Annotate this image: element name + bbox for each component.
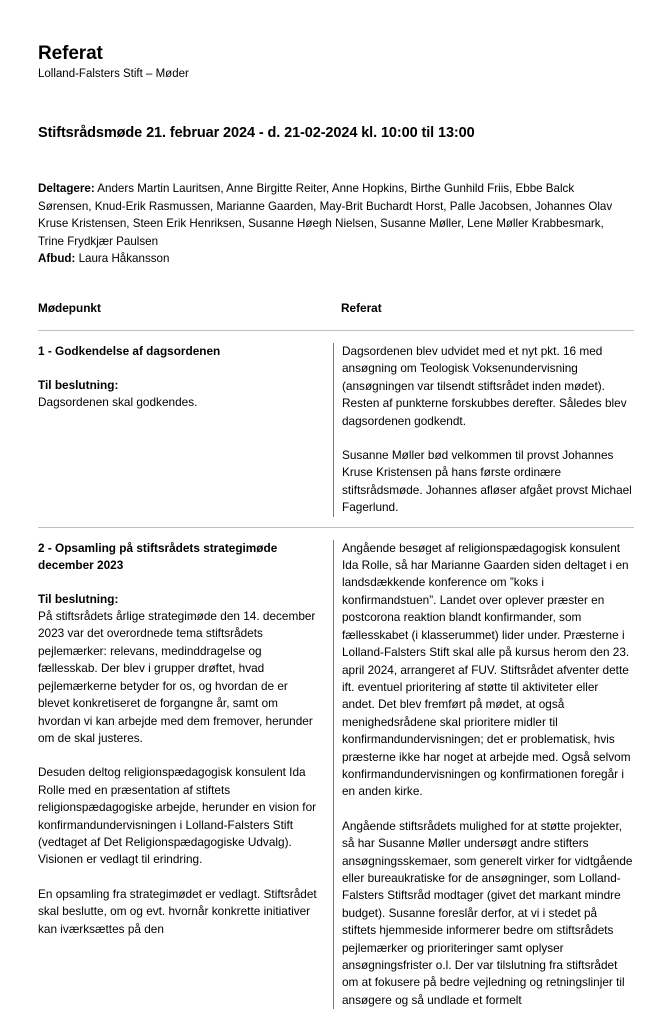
agenda-item-title: 1 - Godkendelse af dagsordenen [38, 344, 221, 358]
minutes-cell [333, 343, 634, 517]
absent-line [38, 250, 623, 268]
agenda-cell [38, 343, 333, 412]
minutes-paragraph: Angående besøget af religionspædagogisk konsulent Ida Rolle, så har Marianne Gaarden siden deltaget i en landsdækkende konference om ”koks i konfirmandstuen”. Landet over oplever præster en postcorona reaktion blandt konfirmander, som fællesskabet (i klasserummet) lider under. Præsterne i Lolland-Falsters Stift skal alle på kursus herom den 23. april 2024, arrangeret af FUV. Stiftsrådet afventer dette ift. eventuel prioritering af støtte til aktiviteter eller andet. Det blev fremført på mødet, at også menighedsrådene skal prioritere midler til konfirmandundervisningen; det er problematisk, hvis præsterne ikke har noget at arbejde med. Også selvom konfirmandundervisningen og konfirmationen foregår i en anden kirke. [342, 540, 631, 799]
agenda-item-subheading: Til beslutning: [38, 378, 119, 392]
agenda-item-text: En opsamling fra strategimødet er vedlagt. Stiftsrådet skal beslutte, om og evt. hvornår konkrette initiativer kan iværksættes på den [38, 886, 317, 936]
participants-label: Deltagere: [38, 182, 95, 195]
minutes-table [38, 300, 634, 1019]
document-header [38, 38, 634, 82]
table-header-cell-agenda [38, 300, 333, 330]
meeting-title: Stiftsrådsmøde 21. februar 2024 - d. 21-02-2024 kl. 10:00 til 13:00 [38, 125, 475, 141]
table-header-cell-minutes [333, 300, 634, 330]
table-header-row [38, 300, 634, 330]
agenda-item-subheading: Til beslutning: [38, 591, 119, 606]
agenda-item-text: På stiftsrådets årlige strategimøde den 14. december 2023 var det overordnede tema stiftsrådets pejlemærker: relevans, medinddragelse og fællesskab. Der blev i grupper drøftet, hvad pejlemærkerne betyder for os, og hvordan de er blevet konkretiseret de forgangne år, samt om hvordan vi kan arbejde med dem fremover, herunder om de skal justeres. [38, 609, 316, 745]
agenda-cell [38, 540, 333, 938]
participants-list: Anders Martin Lauritsen, Anne Birgitte Reiter, Anne Hopkins, Birthe Gunhild Friis, Ebbe Balck Sørensen, Knud-Erik Rasmussen, Marianne Gaarden, May-Brit Buchardt Horst, Palle Jacobsen, Johannes Olav Kruse Kristensen, Steen Erik Henriksen, Susanne Høegh Nielsen, Susanne Møller, Lene Møller Krabbesmark, Trine Frydkjær Paulsen [38, 182, 613, 248]
agenda-item-text: Dagsordenen skal godkendes. [38, 395, 198, 410]
minutes-paragraph: Angående stiftsrådets mulighed for at støtte projekter, så har Susanne Møller undersøgt andre stifters ansøgningsskemaer, som generelt virker for vidtgående eller bureaukratiske for de ansøgninger, som Lolland-Falsters Stiftsråd modtager (givet det markant mindre budget). Susanne foreslår derfor, at vi i stedet på stiftets hjemmeside informerer bedre om stiftsrådets pejlemærker og prioriteringer samt oplyser ansøgningsfrister o.l. Der var tilslutning fra stiftsrådet om at fokusere på bedre vejledning og retningslinjer til ansøgere og så undlade et formelt [342, 818, 633, 1007]
minutes-paragraph: Dagsordenen blev udvidet med et nyt pkt. 16 med ansøgning om Teologisk Voksenundervisning (ansøgningen var tilsendt stiftsrådet inden mødet). Resten af punkterne forskubbes derefter. Således blev dagsordenen godkendt. [342, 344, 627, 428]
minutes-cell [333, 540, 634, 1010]
page-title: Referat [38, 43, 103, 64]
minutes-paragraph: Susanne Møller bød velkommen til provst Johannes Kruse Kristensen på hans første ordinære stiftsrådsmøde. Johannes afløser afgået provst Michael Fagerlund. [342, 448, 632, 515]
agenda-item-text: Desuden deltog religionspædagogisk konsulent Ida Rolle med en præsentation af stiftets religionspædagogiske arbejde, herunder en vision for konfirmandundervisningen i Lolland-Falsters Stift (vedtaget af Det Religionspædagogiske Udvalg). Visionen er vedlagt til erindring. [38, 765, 317, 867]
column-header-minutes: Referat [341, 301, 382, 315]
absent-label: Afbud: [38, 252, 76, 265]
attendees-block [38, 180, 623, 268]
document-subtitle: Lolland-Falsters Stift – Møder [38, 68, 189, 80]
agenda-item-title: 2 - Opsamling på stiftsrådets strategimøde december 2023 [38, 540, 278, 572]
column-header-agenda: Mødepunkt [38, 301, 101, 315]
table-row [38, 528, 634, 1019]
table-row [38, 331, 634, 527]
absent-list: Laura Håkansson [75, 252, 170, 265]
